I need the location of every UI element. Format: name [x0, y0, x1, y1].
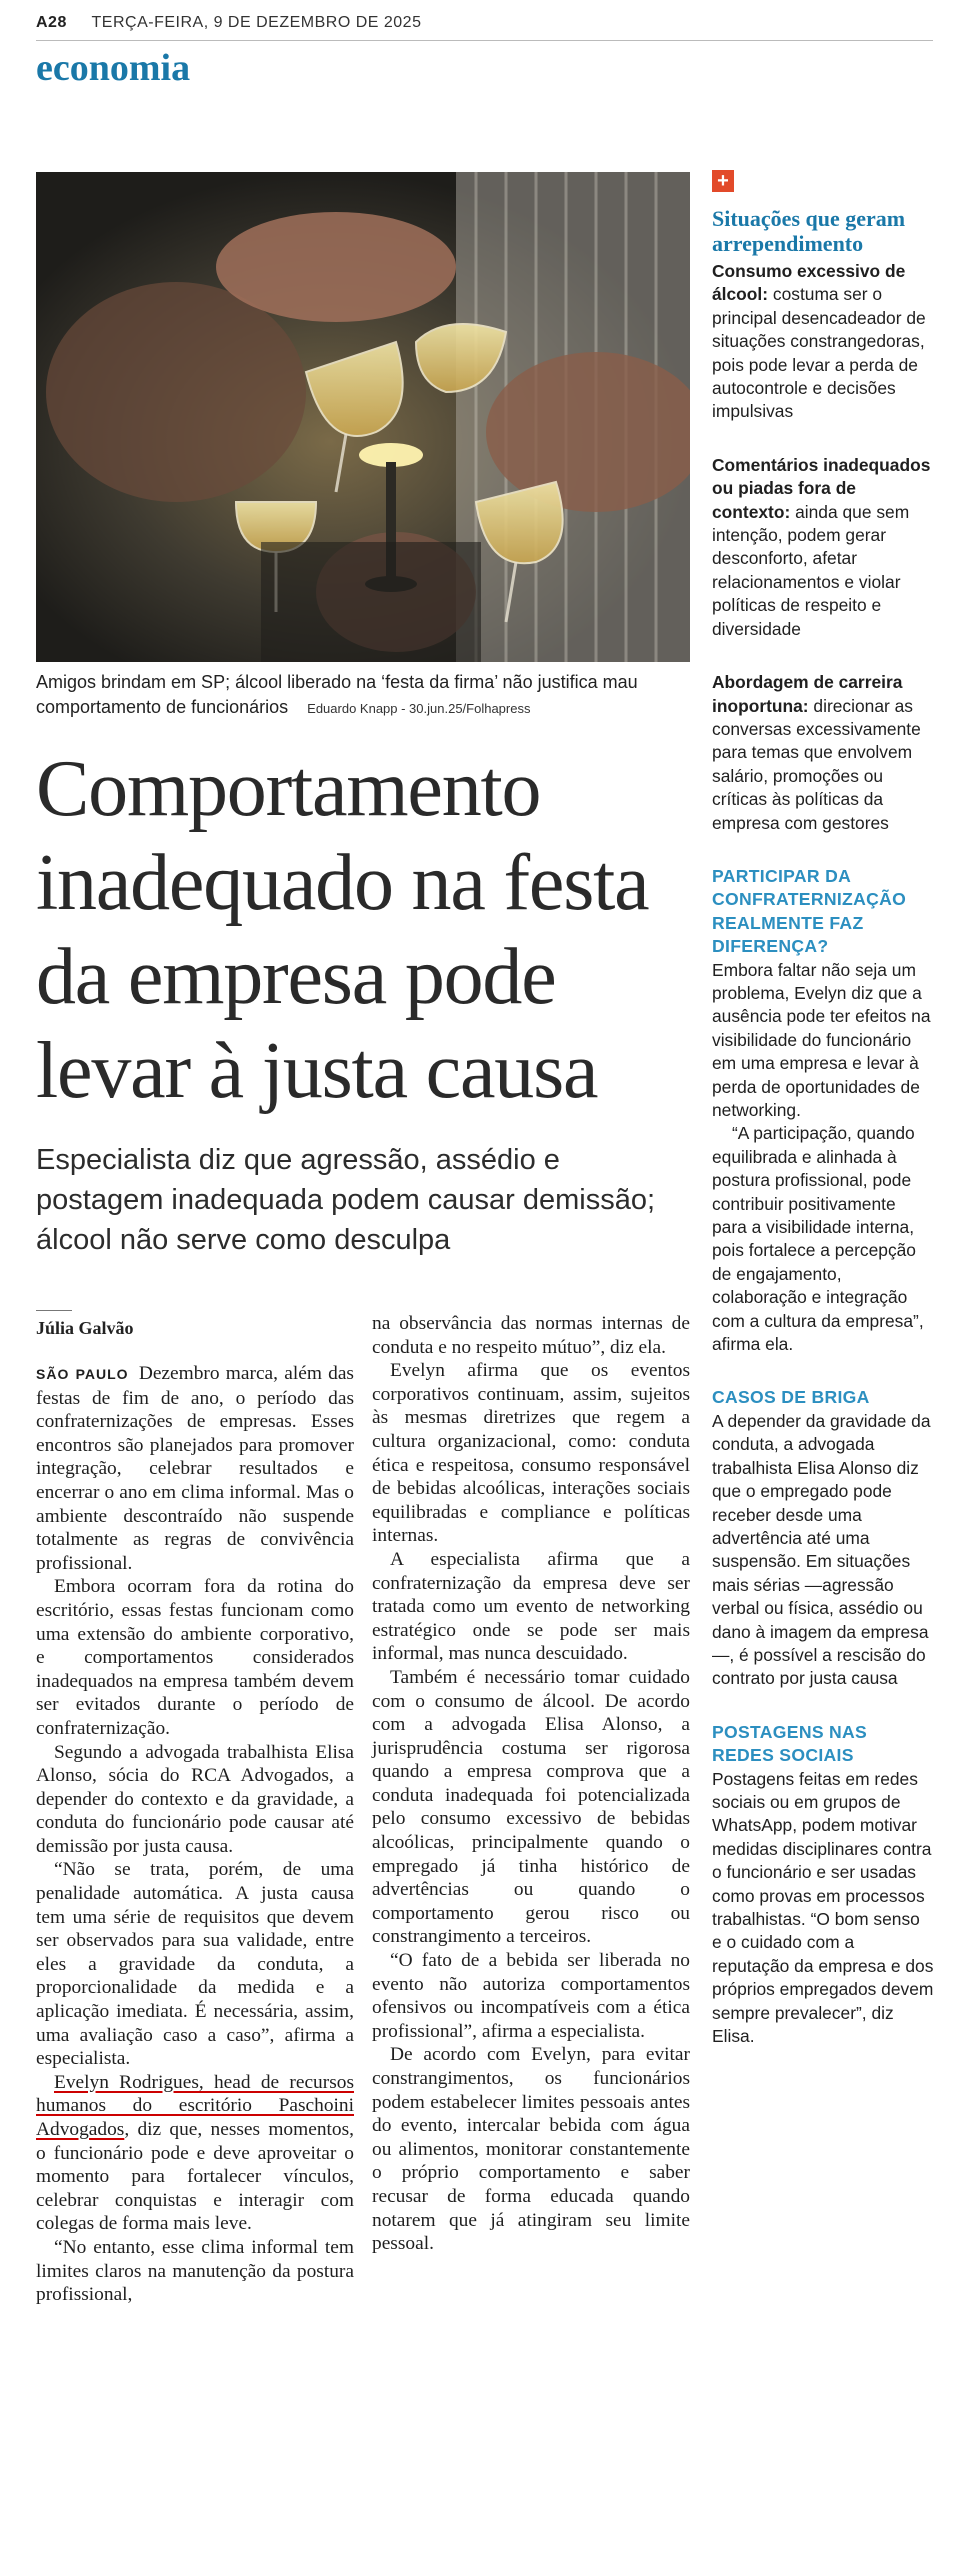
article-column-1: [36, 1362, 354, 2307]
article-paragraph: na observância das normas internas de conduta e no respeito mútuo”, diz ela.: [372, 1313, 690, 1358]
sidebar-subhead: POSTAGENS NAS REDES SOCIAIS: [712, 1721, 868, 1766]
sidebar-text: “A participação, quando equilibrada e alinhada à postura profissional, pode contribuir positivamente para a visibilidade interna, pois fortalece a percepção de engajamento, colaboração e integração com a cultura da empresa”, afirma ela.: [712, 1123, 924, 1355]
dateline: SÃO PAULO: [36, 1366, 129, 1382]
caption-text: Amigos brindam em SP; álcool liberado na ‘festa da firma’ não justifica mau comportamento de funcionários: [36, 672, 638, 717]
article-paragraph: De acordo com Evelyn, para evitar constrangimentos, os funcionários podem estabelecer limites pessoais antes do evento, intercalar bebida com água ou alimentos, monitorar constantemente o próprio comportamento e saber recusar de forma educada quando notarem que já atingiram seu limite pessoal.: [372, 2044, 690, 2255]
article-paragraph: Embora ocorram fora da rotina do escritório, essas festas funcionam como uma extensão do ambiente corporativo, e comportamentos considerados inadequados na empresa também devem ser evitados durante o período de confraternização.: [36, 1576, 354, 1739]
sidebar-text: A depender da gravidade da conduta, a advogada trabalhista Elisa Alonso diz que o empregado pode receber desde uma advertência até uma suspensão. Em situações mais sérias —agressão verbal ou física, assédio ou dano à imagem da empresa—, é possível a rescisão do contrato por justa causa: [712, 1410, 931, 1689]
article-paragraph: Evelyn afirma que os eventos corporativos continuam, assim, sujeitos às mesmas diretrizes que regem a cultura organizacional, como: conduta ética e respeitosa, consumo responsável de bebidas alcoólicas, interações sociais equilibradas e compliance e políticas internas.: [372, 1360, 690, 1547]
page-header: [36, 14, 933, 36]
header-divider: [36, 40, 933, 41]
article-photo: [36, 172, 690, 662]
article-paragraph: “Não se trata, porém, de uma penalidade automática. A justa causa tem uma série de requisitos que devem ser observados para sua validade, entre eles a gravidade da conduta, a proporcionalidade da medida e a aplicação imediata. É necessária, assim, uma avaliação caso a caso”, afirma a especialista.: [36, 1859, 354, 2070]
byline: Júlia Galvão: [36, 1318, 134, 1338]
article-paragraph: Evelyn Rodrigues, head de recursos humanos do escritório Paschoini Advogados, diz que, nesses momentos, o funcionário pode e deve aproveitar o momento para fortalecer vínculos, celebrar conquistas e interagir com colegas de forma mais leve.: [36, 2071, 354, 2235]
article-paragraph: “No entanto, esse clima informal tem limites claros na manutenção da postura profissional,: [36, 2236, 354, 2306]
toast-photo-illustration: [36, 172, 690, 662]
sidebar-item: Abordagem de carreira inoportuna: direcionar as conversas excessivamente para temas que envolvem salário, promoções ou críticas às políticas da empresa com gestores: [712, 672, 921, 833]
page-number: A28: [36, 14, 67, 31]
highlighted-text: Evelyn Rodrigues, head de recursos humanos do escritório Paschoini Advogados: [36, 2071, 354, 2140]
sidebar-box: [712, 170, 934, 2048]
article-paragraph: A especialista afirma que a confraternização da empresa deve ser tratada como um evento de networking estratégico onde se pode ser mais informal, mas nunca descuidado.: [372, 1548, 690, 1665]
article-paragraph: “O fato de a bebida ser liberada no evento não autoriza comportamentos ofensivos ou incompatíveis com a ética profissional”, afirma a especialista.: [372, 1950, 690, 2042]
sidebar-title: Situações que geram arrependimento: [712, 206, 906, 256]
headline: Comportamento inadequado na festa da empresa pode levar à justa causa: [36, 745, 649, 1115]
subheadline: Especialista diz que agressão, assédio e postagem inadequada podem causar demissão; álcool não serve como desculpa: [36, 1144, 656, 1256]
photo-credit: Eduardo Knapp - 30.jun.25/Folhapress: [307, 701, 531, 716]
article-column-2: [372, 1312, 690, 2256]
byline-divider: [36, 1310, 72, 1311]
sidebar-item: Comentários inadequados ou piadas fora de contexto: ainda que sem intenção, podem gerar desconforto, afetar relacionamentos e violar políticas de respeito e diversidade: [712, 454, 931, 639]
article-paragraph: Também é necessário tomar cuidado com o consumo de álcool. De acordo com a advogada Elisa Alonso, a jurisprudência costuma ser rigorosa quando a empresa comprova que a conduta inadequada foi potencializada pelo consumo excessivo de bebidas alcoólicas, principalmente quando o empregado já tinha histórico de advertências ou quando o comportamento gerou risco ou constrangimento a terceiros.: [372, 1666, 690, 1948]
sidebar-subhead: PARTICIPAR DA CONFRATERNIZAÇÃO REALMENTE FAZ DIFERENÇA?: [712, 865, 907, 957]
page-date: TERÇA-FEIRA, 9 DE DEZEMBRO DE 2025: [91, 14, 422, 31]
sidebar-item: Consumo excessivo de álcool: costuma ser o principal desencadeador de situações constrangedoras, pois pode levar a perda de autocontrole e decisões impulsivas: [712, 261, 926, 422]
sidebar-text: Embora faltar não seja um problema, Evelyn diz que a ausência pode ter efeitos na visibilidade do funcionário em uma empresa e levar à perda de oportunidades de networking.: [712, 959, 931, 1120]
plus-icon: +: [712, 170, 734, 192]
photo-caption: [36, 670, 696, 721]
article-paragraph: Segundo a advogada trabalhista Elisa Alonso, sócia do RCA Advogados, a depender do contexto e da gravidade, a conduta do funcionário pode causar até demissão por justa causa.: [36, 1741, 354, 1857]
sidebar-subhead: CASOS DE BRIGA: [712, 1387, 870, 1408]
sidebar-text: Postagens feitas em redes sociais ou em grupos de WhatsApp, podem motivar medidas disciplinares contra o funcionário e ser usadas como provas em processos trabalhistas. “O bom senso e o cuidado com a reputação da empresa e dos próprios empregados devem sempre prevalecer”, diz Elisa.: [712, 1768, 934, 2047]
section-title: economia: [36, 47, 191, 89]
article-paragraph: SÃO PAULO Dezembro marca, além das festas de fim de ano, o período das confraternizações de empresas. Esses encontros são planejados para promover integração, celebrar resultados e encerrar o ano em clima informal. Mas o ambiente descontraído não suspende totalmente as regras de convivência profissional.: [36, 1363, 354, 1574]
